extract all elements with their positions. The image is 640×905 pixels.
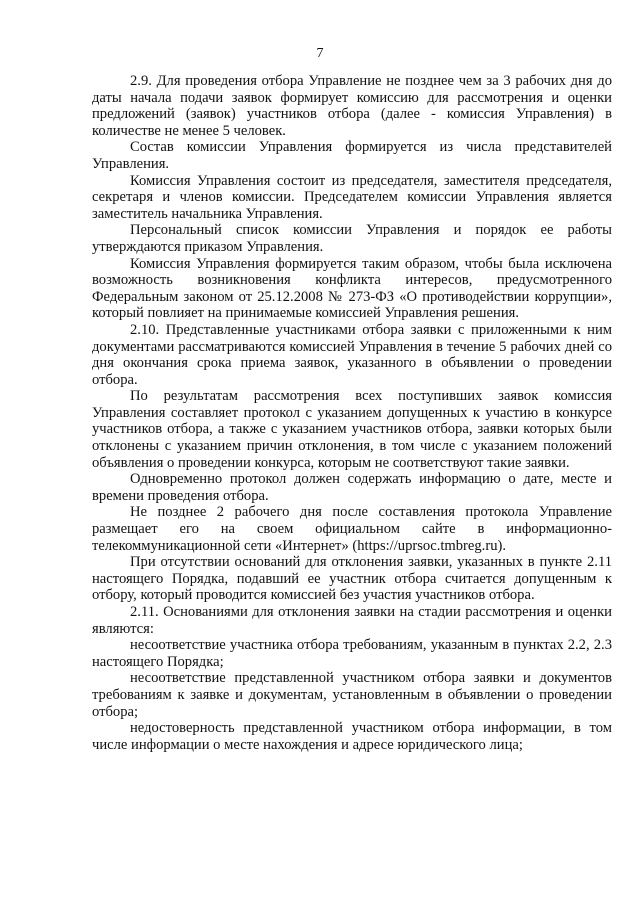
paragraph-ground-2: несоответствие представленной участником отбора заявки и документов требованиям к заявке и документам, установленным в объявлении о проведении отбора; (92, 670, 612, 720)
paragraph-publication: Не позднее 2 рабочего дня после составления протокола Управление размещает его на своем официальном сайте в информационно-телекоммуникационной сети «Интернет» (https://uprsoc.tmbreg.ru). (92, 504, 612, 554)
paragraph-protocol-info: Одновременно протокол должен содержать информацию о дате, месте и времени проведения отбора. (92, 471, 612, 504)
paragraph-2-10: 2.10. Представленные участниками отбора заявки с приложенными к ним документами рассматриваются комиссией Управления в течение 5 рабочих дней со дня окончания срока приема заявок, указанного в объявлении о проведении отбора. (92, 321, 612, 388)
paragraph-personal-list: Персональный список комиссии Управления и порядок ее работы утверждаются приказом Управления. (92, 222, 612, 255)
paragraph-admission: При отсутствии оснований для отклонения заявки, указанных в пункте 2.11 настоящего Порядка, подавший ее участник отбора считается допущенным к отбору, который проводится комиссией без участия участников отбора. (92, 554, 612, 604)
page-number: 7 (316, 46, 324, 61)
paragraph-2-11: 2.11. Основаниями для отклонения заявки на стадии рассмотрения и оценки являются: (92, 604, 612, 637)
document-body (92, 73, 612, 753)
paragraph-protocol: По результатам рассмотрения всех поступивших заявок комиссия Управления составляет протокол с указанием допущенных к участию в конкурсе участников отбора, а также с указанием участников отбора, заявки которых были отклонены с указанием причин отклонения, в том числе с указанием положений объявления о проведении конкурса, которым не соответствуют такие заявки. (92, 388, 612, 471)
paragraph-commission-members: Комиссия Управления состоит из председателя, заместителя председателя, секретаря и членов комиссии. Председателем комиссии Управления является заместитель начальника Управления. (92, 172, 612, 222)
paragraph-ground-3: недостоверность представленной участником отбора информации, в том числе информации о месте нахождения и адресе юридического лица; (92, 720, 612, 753)
paragraph-conflict-of-interest: Комиссия Управления формируется таким образом, чтобы была исключена возможность возникновения конфликта интересов, предусмотренного Федеральным законом от 25.12.2008 № 273-ФЗ «О противодействии коррупции», который повлияет на принимаемые комиссией Управления решения. (92, 255, 612, 322)
paragraph-2-9: 2.9. Для проведения отбора Управление не позднее чем за 3 рабочих дня до даты начала подачи заявок формирует комиссию для рассмотрения и оценки предложений (заявок) участников отбора (далее - комиссия Управления) в количестве не менее 5 человек. (92, 73, 612, 139)
paragraph-commission-composition: Состав комиссии Управления формируется из числа представителей Управления. (92, 139, 612, 172)
paragraph-ground-1: несоответствие участника отбора требованиям, указанным в пунктах 2.2, 2.3 настоящего Порядка; (92, 637, 612, 670)
